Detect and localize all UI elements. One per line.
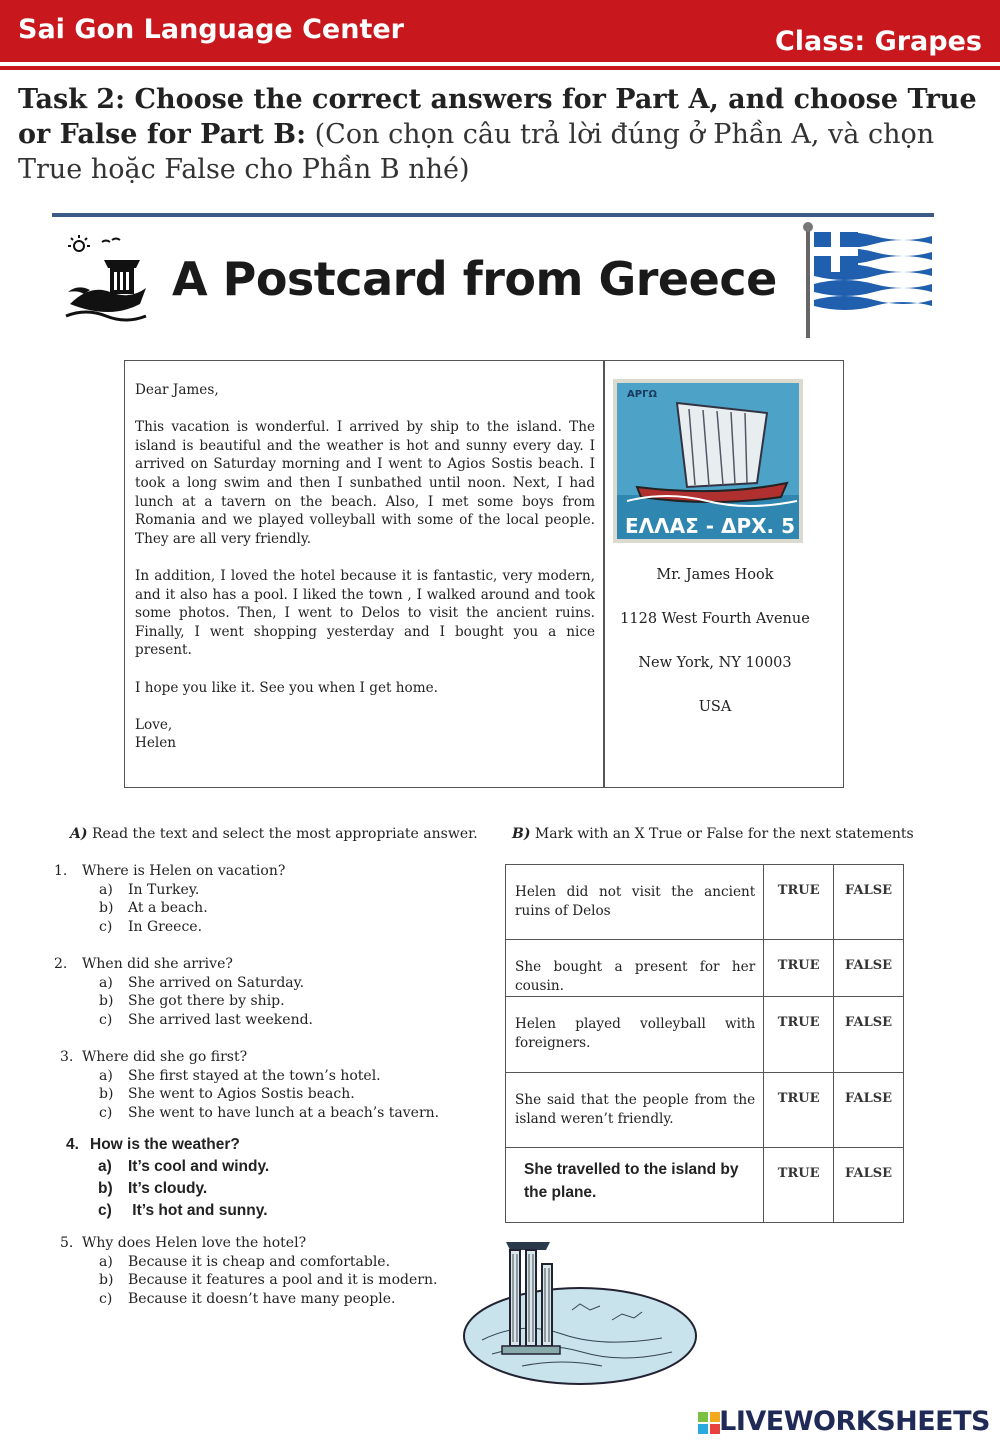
table-row [506,1148,904,1223]
statement-cell: Helen did not visit the ancient ruins of Delos [506,865,764,940]
answer-option[interactable] [60,1085,439,1104]
option-letter: b) [99,1086,114,1103]
part-a-instruction: Read the text and select the most appropriate answer. [87,826,478,842]
answer-option[interactable] [54,992,313,1011]
option-text: She got there by ship. [128,993,285,1010]
question-text: How is the weather? [90,1136,240,1153]
answer-option[interactable] [60,1290,437,1309]
question-text: Where is Helen on vacation? [82,863,286,879]
option-letter: b) [99,900,114,917]
question-text: Why does Helen love the hotel? [82,1235,307,1251]
option-text: She went to Agios Sostis beach. [128,1086,355,1103]
task-translation: (Con chọn câu trả lời đúng ở Phần A, và chọn True hoặc False cho Phần B nhé) [18,119,935,185]
option-text: It’s cool and windy. [128,1158,270,1175]
false-option[interactable]: FALSE [834,997,904,1073]
address-line: 1128 West Fourth Avenue [620,611,810,627]
address-line: New York, NY 10003 [638,655,792,671]
true-option[interactable]: TRUE [764,940,834,997]
answer-option[interactable] [60,1067,439,1086]
question-5 [60,1234,437,1308]
letter-paragraph-3: I hope you like it. See you when I get home. [135,679,438,696]
ancient-ruins-icon [462,1230,698,1386]
letter-paragraph-2: In addition, I loved the hotel because it is fantastic, very modern, and it also has a pool. I liked the town , I walked around and took some photos. Then, I went to Delos to visit the ancient ruins. Finally, I went shopping yesterday and I bought you a nice present. [135,567,595,659]
table-row [506,940,904,997]
statement-cell: She travelled to the island by the plane. [506,1148,764,1223]
option-letter: a) [98,1158,112,1175]
letter-greeting: Dear James, [135,382,219,398]
greek-flag-icon [800,220,935,340]
option-letter: c) [98,1202,112,1219]
worksheet-title: A Postcard from Greece [172,252,777,306]
class-label: Class: Grapes [774,26,982,57]
question-4 [66,1134,269,1222]
false-option[interactable]: FALSE [834,1148,904,1223]
island-logo-icon [62,232,152,324]
option-letter: a) [99,974,113,991]
true-option[interactable]: TRUE [764,997,834,1073]
option-text: Because it is cheap and comfortable. [128,1253,391,1270]
table-row [506,997,904,1073]
true-option[interactable]: TRUE [764,1148,834,1223]
false-option[interactable]: FALSE [834,1073,904,1148]
school-name: Sai Gon Language Center [18,14,404,45]
statement-cell: She bought a present for her cousin. [506,940,764,997]
question-3 [60,1048,439,1122]
answer-option[interactable] [54,1011,313,1030]
answer-option[interactable] [54,974,313,993]
question-number: 3. [60,1049,74,1065]
statement-cell: She said that the people from the island weren’t friendly. [506,1073,764,1148]
option-letter: b) [99,993,114,1010]
option-text: It’s hot and sunny. [128,1202,268,1219]
stamp-caption: ΕΛΛΑΣ - ΔΡΧ. 5 [625,514,796,538]
liveworksheets-logo-icon [697,1411,721,1435]
ship-stamp-icon [617,383,799,539]
answer-option[interactable] [60,1253,437,1272]
option-letter: b) [98,1180,113,1197]
option-text: She arrived last weekend. [128,1011,313,1028]
address-line: Mr. James Hook [656,567,774,583]
table-row [506,865,904,940]
part-b-instruction: Mark with an X True or False for the next statements [530,826,914,842]
option-letter: c) [99,1011,113,1028]
question-text: Where did she go first? [82,1049,248,1065]
option-text: At a beach. [128,900,208,917]
option-text: She arrived on Saturday. [128,974,305,991]
option-letter: b) [99,1272,114,1289]
option-letter: c) [99,1104,113,1121]
true-false-table [505,864,904,1223]
answer-option[interactable] [54,918,285,937]
question-1 [54,862,285,936]
answer-option[interactable] [54,899,285,918]
postage-stamp [613,379,803,543]
statement-cell: Helen played volleyball with foreigners. [506,997,764,1073]
question-number: 4. [66,1136,79,1153]
question-number: 1. [54,863,68,879]
question-text: When did she arrive? [82,956,233,972]
header-bar [0,0,1000,62]
header-divider [0,66,1000,70]
task-instruction [18,82,988,187]
option-text: Because it features a pool and it is modern. [128,1272,438,1289]
letter-signature: Helen [135,735,177,752]
option-letter: c) [99,1290,113,1307]
table-row [506,1073,904,1148]
stamp-top-text: ΑΡΓΩ [627,389,657,400]
part-a-title [70,826,478,842]
question-2 [54,955,313,1029]
answer-option[interactable] [54,881,285,900]
question-number: 5. [60,1235,74,1251]
answer-option[interactable] [66,1156,269,1178]
option-letter: a) [99,881,113,898]
true-option[interactable]: TRUE [764,865,834,940]
false-option[interactable]: FALSE [834,940,904,997]
letter-paragraph-1: This vacation is wonderful. I arrived by ship to the island. The island is beautiful and the weather is hot and sunny every day. I arrived on Saturday morning and I went to Agios Sostis beach. I took a long swim and then I sunbathed until noon. Next, I had lunch at a tavern on the beach. Also, I met some boys from Romania and we played volleyball with some of the local people. They are all very friendly. [135,419,595,547]
postcard-letter [135,381,595,753]
true-option[interactable]: TRUE [764,1073,834,1148]
task-bold: Task 2: Choose the correct answers for Part A, and choose True or False for Part B: [18,84,977,150]
answer-option[interactable] [66,1178,269,1200]
answer-option[interactable] [60,1271,437,1290]
question-number: 2. [54,956,68,972]
answer-option[interactable] [60,1104,439,1123]
false-option[interactable]: FALSE [834,865,904,940]
option-text: Because it doesn’t have many people. [128,1290,396,1307]
option-text: She went to have lunch at a beach’s tavern. [128,1104,440,1121]
part-b-title [512,826,914,842]
option-text: In Greece. [128,918,203,935]
option-letter: c) [99,918,113,935]
postcard [124,360,844,788]
footer-brand: LIVEWORKSHEETS [719,1406,990,1437]
worksheet-rule [52,213,934,217]
part-b-label: B) [512,826,531,842]
option-letter: a) [99,1067,113,1084]
recipient-address [605,567,825,743]
option-text: She first stayed at the town’s hotel. [128,1067,381,1084]
address-line: USA [698,699,732,715]
answer-option[interactable] [66,1200,269,1222]
option-text: In Turkey. [128,881,200,898]
option-text: It’s cloudy. [128,1180,208,1197]
letter-closing: Love, [135,716,173,733]
option-letter: a) [99,1253,113,1270]
part-a-label: A) [70,826,88,842]
